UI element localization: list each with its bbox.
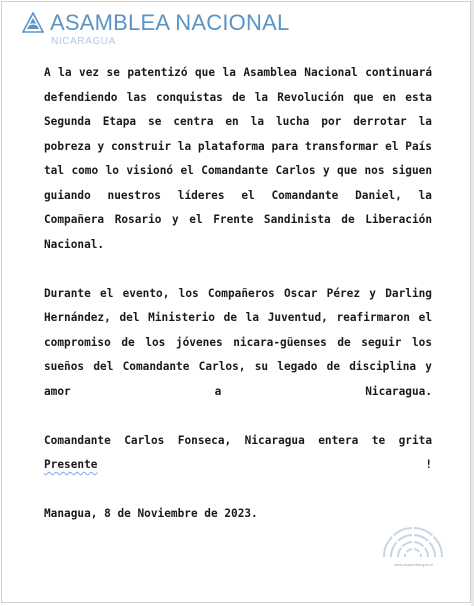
institution-subtitle: NICARAGUA [51, 36, 116, 47]
parliament-arcs-icon [378, 517, 448, 562]
paragraph-1: A la vez se patentizó que la Asamblea Nacional continuará defendiendo las conquistas de la Revolución que en esta Segunda Etapa se centra en la lucha por derrotar la pobreza y construir la plataforma para transformar el País tal como lo visionó el Comandante Carlos y que nos siguen guiando nuestros líderes el Comandante Daniel, la Compañera Rosario y el Frente Sandinista de Liberación Nacional. [44, 66, 432, 251]
nicaragua-triangle-emblem-icon [22, 12, 44, 34]
exclamation: ! [425, 458, 432, 471]
footer-url: www.asamblea.gob.ni [394, 562, 433, 567]
paragraph-3 [44, 429, 432, 478]
place-date: Managua, 8 de Noviembre de 2023. [44, 507, 258, 520]
institution-title: ASAMBLEA NACIONAL [50, 10, 290, 35]
document-body [44, 61, 432, 527]
paragraph-2: Durante el evento, los Compañeros Oscar Pérez y Darling Hernández, del Ministerio de la Juventud, reafirmaron el compromiso de los jóvenes nicara-güenses de seguir los sueños del Comandante Carlos, su legado de disciplina y amor a Nicaragua. [44, 286, 432, 398]
presente-text: Presente [44, 458, 98, 471]
closing-statement: Comandante Carlos Fonseca, Nicaragua entera te grita [44, 433, 432, 447]
